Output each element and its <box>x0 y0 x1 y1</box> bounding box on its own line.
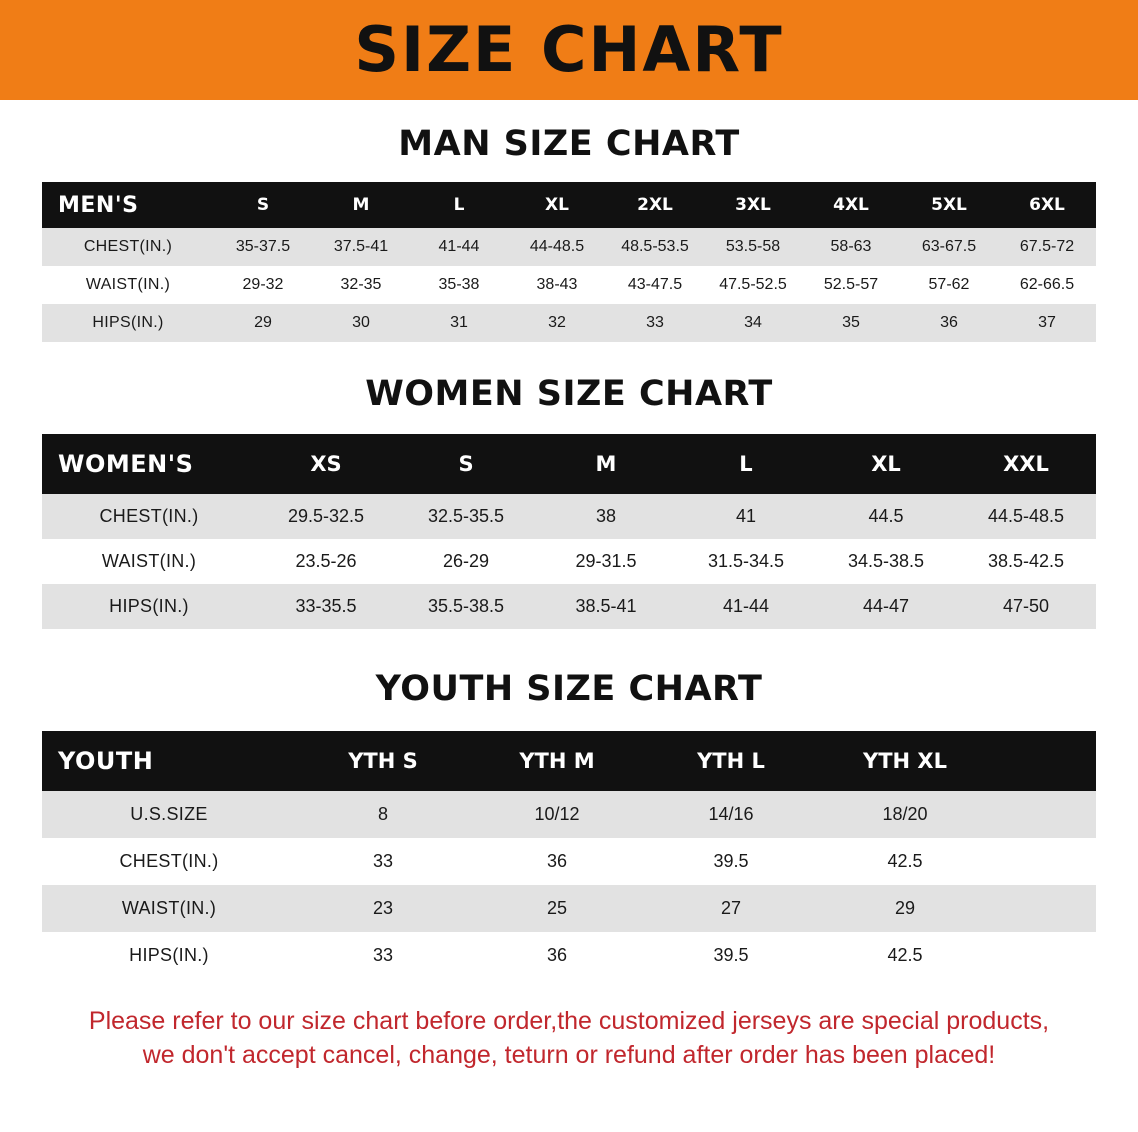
table-cell: 37.5-41 <box>333 238 389 255</box>
table-cell: 32.5-35.5 <box>427 506 505 526</box>
women-header-m: M <box>595 452 617 476</box>
table-row <box>42 932 1096 979</box>
table-cell: 34 <box>744 314 762 331</box>
man-header-s: S <box>256 195 270 215</box>
women-header-xl: XL <box>871 452 901 476</box>
man-header-label: MEN'S <box>58 192 139 218</box>
table-cell: 26-29 <box>442 551 490 571</box>
table-row <box>42 838 1096 885</box>
table-cell: 23.5-26 <box>295 551 357 571</box>
man-header-5xl: 5XL <box>931 195 967 215</box>
table-row <box>42 266 1096 304</box>
table-cell: 33 <box>372 851 394 871</box>
table-cell: 41-44 <box>438 238 480 255</box>
man-header-2xl: 2XL <box>637 195 673 215</box>
table-cell: 30 <box>352 314 370 331</box>
table-cell: 33-35.5 <box>295 596 357 616</box>
table-cell: 29 <box>254 314 272 331</box>
table-cell: 38.5-42.5 <box>987 551 1065 571</box>
table-cell: 38.5-41 <box>575 596 637 616</box>
table-cell: 33 <box>646 314 664 331</box>
table-cell: 34.5-38.5 <box>847 551 925 571</box>
youth-row-label-hips: HIPS(IN.) <box>129 945 209 965</box>
table-cell: 29.5-32.5 <box>287 506 365 526</box>
table-cell: 39.5 <box>713 945 749 965</box>
youth-section-heading: YOUTH SIZE CHART <box>375 669 763 709</box>
table-cell: 63-67.5 <box>921 238 977 255</box>
table-cell: 42.5 <box>887 851 923 871</box>
table-cell: 42.5 <box>887 945 923 965</box>
table-row <box>42 791 1096 838</box>
man-header-xl: XL <box>545 195 569 215</box>
page-title: SIZE CHART <box>354 13 784 86</box>
table-cell: 32 <box>548 314 566 331</box>
man-header-4xl: 4XL <box>833 195 869 215</box>
youth-row-label-ussize: U.S.SIZE <box>130 804 208 824</box>
table-cell: 44.5-48.5 <box>987 506 1065 526</box>
man-row-label-chest: CHEST(IN.) <box>83 238 173 255</box>
table-cell: 67.5-72 <box>1019 238 1075 255</box>
table-cell: 41 <box>735 506 757 526</box>
table-cell: 44.5 <box>868 506 904 526</box>
table-cell: 10/12 <box>534 804 580 824</box>
table-cell: 39.5 <box>713 851 749 871</box>
table-cell: 43-47.5 <box>627 276 683 293</box>
women-table-wrap <box>42 434 1096 629</box>
man-table-header-row <box>42 182 1096 228</box>
women-header-xs: XS <box>310 452 342 476</box>
table-cell: 25 <box>546 898 568 918</box>
women-table-header-row <box>42 434 1096 494</box>
table-cell: 58-63 <box>830 238 872 255</box>
man-row-label-waist: WAIST(IN.) <box>85 276 171 293</box>
table-cell: 35-38 <box>438 276 480 293</box>
women-header-label: WOMEN'S <box>58 450 194 478</box>
table-cell-spacer <box>992 838 1096 885</box>
table-cell: 8 <box>377 804 388 824</box>
youth-header-label: YOUTH <box>58 747 154 775</box>
women-section-heading: WOMEN SIZE CHART <box>365 374 773 414</box>
women-row-label-hips: HIPS(IN.) <box>109 596 189 616</box>
table-cell: 18/20 <box>882 804 928 824</box>
table-cell: 23 <box>372 898 394 918</box>
table-row <box>42 304 1096 342</box>
women-header-xxl: XXL <box>1003 452 1049 476</box>
man-header-l: L <box>453 195 465 215</box>
youth-header-xl: YTH XL <box>863 749 947 773</box>
table-cell: 38 <box>595 506 617 526</box>
footer-line-1: Please refer to our size chart before order,the customized jerseys are special products, <box>88 1007 1050 1035</box>
table-row <box>42 494 1096 539</box>
man-header-6xl: 6XL <box>1029 195 1065 215</box>
footer-line-2: we don't accept cancel, change, teturn or refund after order has been placed! <box>142 1040 996 1069</box>
table-cell: 29-32 <box>242 276 284 293</box>
table-cell: 36 <box>546 945 568 965</box>
table-cell: 44-48.5 <box>529 238 585 255</box>
man-section-heading: MAN SIZE CHART <box>398 124 740 164</box>
youth-table-header-row <box>42 731 1096 791</box>
women-header-s: S <box>458 452 474 476</box>
table-cell: 35.5-38.5 <box>427 596 505 616</box>
table-cell: 32-35 <box>340 276 382 293</box>
table-row <box>42 228 1096 266</box>
table-row <box>42 539 1096 584</box>
man-header-3xl: 3XL <box>735 195 771 215</box>
man-size-table <box>42 182 1096 342</box>
table-cell: 47.5-52.5 <box>719 276 787 293</box>
footer-disclaimer <box>38 1005 1100 1073</box>
table-cell: 33 <box>372 945 394 965</box>
table-cell-spacer <box>992 791 1096 838</box>
table-cell: 36 <box>546 851 568 871</box>
table-cell: 44-47 <box>862 596 910 616</box>
table-cell: 36 <box>940 314 958 331</box>
table-cell: 37 <box>1038 314 1056 331</box>
women-header-l: L <box>739 452 753 476</box>
table-cell: 57-62 <box>928 276 970 293</box>
women-row-label-chest: CHEST(IN.) <box>99 506 199 526</box>
table-cell: 47-50 <box>1002 596 1050 616</box>
table-row <box>42 584 1096 629</box>
man-table-wrap <box>42 182 1096 342</box>
table-row <box>42 885 1096 932</box>
table-cell: 35 <box>842 314 860 331</box>
table-cell-spacer <box>992 885 1096 932</box>
women-size-table <box>42 434 1096 629</box>
youth-row-label-waist: WAIST(IN.) <box>121 898 217 918</box>
table-cell: 14/16 <box>708 804 754 824</box>
women-row-label-waist: WAIST(IN.) <box>101 551 197 571</box>
youth-row-label-chest: CHEST(IN.) <box>119 851 219 871</box>
youth-header-m: YTH M <box>519 749 595 773</box>
table-cell: 27 <box>720 898 742 918</box>
table-cell: 52.5-57 <box>823 276 879 293</box>
youth-table-wrap <box>42 731 1096 979</box>
table-cell: 35-37.5 <box>235 238 291 255</box>
youth-header-spacer <box>992 731 1096 791</box>
table-cell: 29 <box>894 898 916 918</box>
table-cell-spacer <box>992 932 1096 979</box>
table-cell: 29-31.5 <box>575 551 637 571</box>
youth-size-table <box>42 731 1096 979</box>
table-cell: 48.5-53.5 <box>621 238 689 255</box>
table-cell: 41-44 <box>722 596 770 616</box>
page-banner <box>0 0 1138 100</box>
table-cell: 31 <box>450 314 468 331</box>
table-cell: 38-43 <box>536 276 578 293</box>
man-header-m: M <box>352 195 370 215</box>
youth-header-l: YTH L <box>697 749 765 773</box>
table-cell: 62-66.5 <box>1019 276 1075 293</box>
table-cell: 53.5-58 <box>725 238 781 255</box>
man-row-label-hips: HIPS(IN.) <box>92 314 164 331</box>
youth-header-s: YTH S <box>348 749 418 773</box>
table-cell: 31.5-34.5 <box>707 551 785 571</box>
